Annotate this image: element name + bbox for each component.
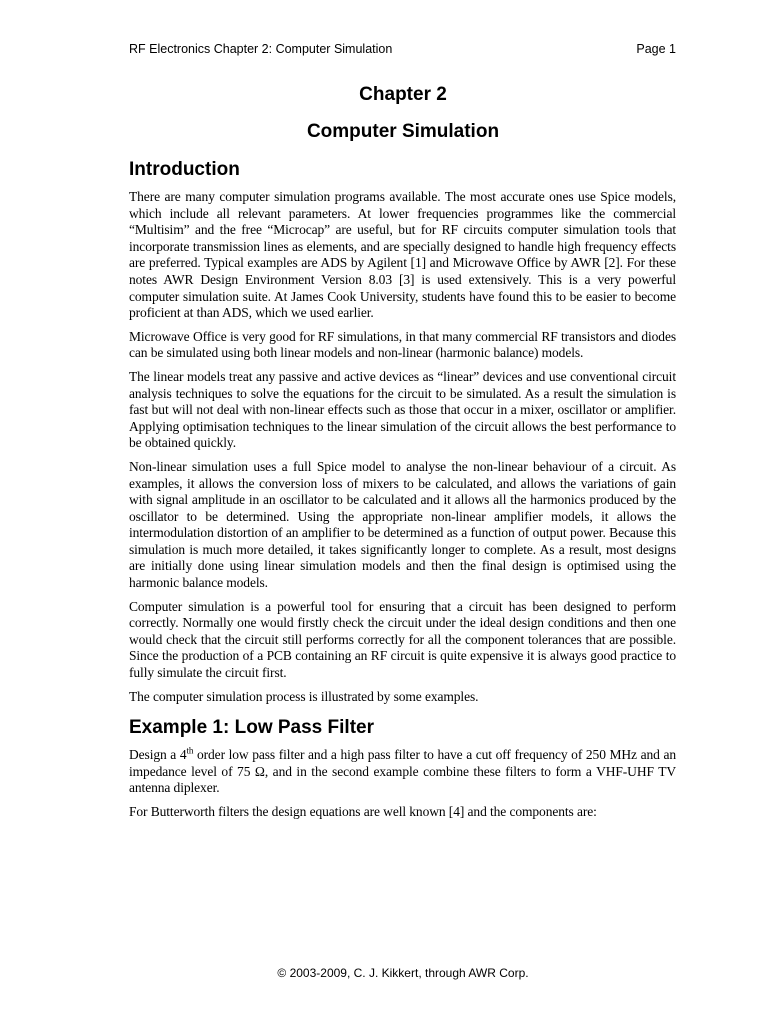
chapter-title: Computer Simulation bbox=[306, 121, 500, 142]
running-header bbox=[129, 42, 676, 56]
paragraph-text: order low pass filter and a high pass filter to have a cut off frequency of 250 MHz and an impedance level of 75 Ω, and in the second example combine these filters to form a VHF-UHF TV antenna diplexer. bbox=[129, 747, 676, 796]
header-title: RF Electronics Chapter 2: Computer Simulation bbox=[129, 42, 393, 56]
paragraph: There are many computer simulation programs available. The most accurate ones use Spice models, which include all relevant parameters. At lower frequencies programmes like the commercial “Multisim” and the free “Microcap” are useful, but for RF circuits computer simulation tools that incorporate transmission lines as elements, and are specially designed to handle high frequency effects are preferred. Typical examples are ADS by Agilent [1] and Microwave Office by AWR [2]. For these notes AWR Design Environment Version 8.03 [3] is used extensively. This is a very powerful computer simulation suite. At James Cook University, students have found this to be easier to become proficient at than ADS, which we used earlier. bbox=[129, 189, 676, 321]
paragraph: For Butterworth filters the design equations are well known [4] and the components are: bbox=[129, 804, 597, 819]
paragraph-text: Design a 4 bbox=[129, 747, 187, 763]
paragraph: The computer simulation process is illustrated by some examples. bbox=[129, 688, 479, 704]
copyright-footer: © 2003-2009, C. J. Kikkert, through AWR Corp. bbox=[277, 966, 529, 980]
paragraph: Non-linear simulation uses a full Spice model to analyse the non-linear behaviour of a circuit. As examples, it allows the conversion loss of mixers to be calculated, and allows the variations of gain with signal amplitude in an oscillator to be calculated and it allows all the harmonics produced by the oscillator to be determined. Using the appropriate non-linear amplifier models, it allows the intermodulation distortion of an amplifier to be determined as a function of output power. Because this simulation is much more detailed, it takes significantly longer to complete. As a result, most designs are initially done using linear simulation models and then the final design is optimised using the harmonic balance models. bbox=[129, 458, 676, 591]
page-number: Page 1 bbox=[636, 42, 676, 56]
chapter-number: Chapter 2 bbox=[359, 84, 447, 105]
paragraph: The linear models treat any passive and active devices as “linear” devices and use conventional circuit analysis techniques to solve the equations for the circuit to be simulated. As a result the simulation is fast but will not deal with non-linear effects such as those that occur in a mixer, oscillator or amplifier. Applying optimisation techniques to the linear simulation of the circuit allows the best performance to be obtained quickly. bbox=[129, 368, 676, 451]
paragraph: Microwave Office is very good for RF simulations, in that many commercial RF transistors and diodes can be simulated using both linear models and non-linear (harmonic balance) models. bbox=[129, 328, 676, 361]
paragraph bbox=[129, 747, 676, 797]
section-heading-example-1: Example 1: Low Pass Filter bbox=[129, 717, 374, 739]
paragraph: Computer simulation is a powerful tool for ensuring that a circuit has been designed to perform correctly. Normally one would firstly check the circuit under the ideal design conditions and then one would check that the circuit still performs correctly for all the component tolerances that are possible. Since the production of a PCB containing an RF circuit is quite expensive it is always good practice to fully simulate the circuit first. bbox=[129, 598, 676, 681]
ordinal-superscript: th bbox=[186, 745, 194, 756]
document-body bbox=[129, 158, 676, 828]
section-heading-introduction: Introduction bbox=[129, 159, 240, 180]
